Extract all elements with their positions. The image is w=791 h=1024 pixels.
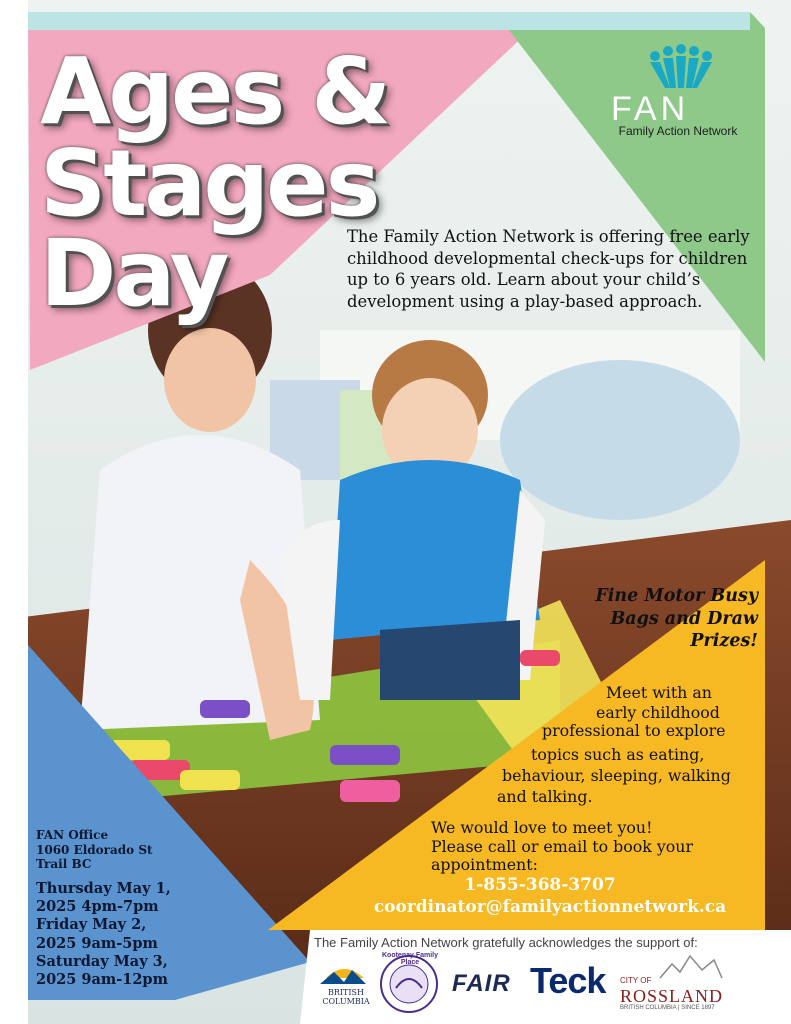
invite-line-2: Please call or email to book your [431, 837, 694, 856]
date-line-2: 2025 4pm-7pm [36, 898, 159, 916]
date-line-5: Saturday May 3, [36, 952, 168, 970]
fine-motor-heading [488, 585, 758, 653]
sponsor-kootenay-logo: Kootenay Family Place [381, 952, 438, 966]
office-line-1: FAN Office [36, 828, 109, 842]
date-line-3: Friday May 2, [36, 916, 147, 934]
date-line-6: 2025 9am-12pm [36, 971, 168, 989]
sponsor-bc-logo [318, 988, 374, 1006]
date-line-4: 2025 9am-5pm [36, 934, 158, 952]
invite-line-3: appointment: [431, 855, 538, 874]
sponsor-teck-logo: Teck [530, 960, 606, 1001]
fine-motor-line-3: Prizes! [690, 631, 758, 651]
date-line-1: Thursday May 1, [36, 880, 171, 897]
office-line-2: 1060 Eldorado St [36, 842, 153, 857]
sponsor-rossland-tagline: BRITISH COLUMBIA | SINCE 1897 [620, 1005, 715, 1011]
office-line-3: Trail BC [36, 857, 92, 871]
fan-logo-wordmark: FAN [611, 90, 690, 128]
event-dates [36, 880, 171, 989]
title-line-2: Stages [40, 130, 378, 237]
meet-line-1: Meet with an [606, 683, 712, 702]
teal-strip [28, 12, 750, 30]
intro-paragraph: The Family Action Network is offering free early childhood developmental check-ups for children up to 6 years old. Learn about your child’s development using a play-based approach. [347, 227, 750, 311]
invite-line-1: We would love to meet you! [431, 818, 653, 837]
meet-line-4: topics such as eating, [531, 745, 705, 764]
meet-line-6: and talking. [497, 787, 593, 806]
sponsor-rossland-name: ROSSLAND [620, 986, 724, 1006]
office-address [36, 828, 153, 872]
sponsor-rossland-cityof: CITY OF [620, 976, 652, 985]
contact-email[interactable]: coordinator@familyactionnetwork.ca [373, 897, 727, 917]
meet-line-2: early childhood [596, 703, 720, 722]
acknowledgement-text: The Family Action Network gratefully acknowledges the support of: [314, 935, 698, 950]
title-line-3: Day [40, 220, 227, 327]
fine-motor-line-1: Fine Motor Busy [595, 586, 758, 606]
meet-line-5: behaviour, sleeping, walking [502, 766, 731, 785]
fine-motor-line-2: Bags and Draw [610, 608, 758, 629]
sponsor-bc-line-2: COLUMBIA [322, 997, 370, 1006]
sponsor-fair-logo: FAIR [452, 970, 511, 997]
white-left-edge [0, 0, 28, 1024]
meet-line-3: professional to explore [542, 721, 726, 740]
contact-phone[interactable]: 1-855-368-3707 [464, 875, 616, 895]
sponsor-bc-line-1: BRITISH [327, 988, 364, 997]
fan-logo-name: Family Action Network [618, 124, 738, 138]
title-line-1: Ages & [40, 38, 389, 145]
